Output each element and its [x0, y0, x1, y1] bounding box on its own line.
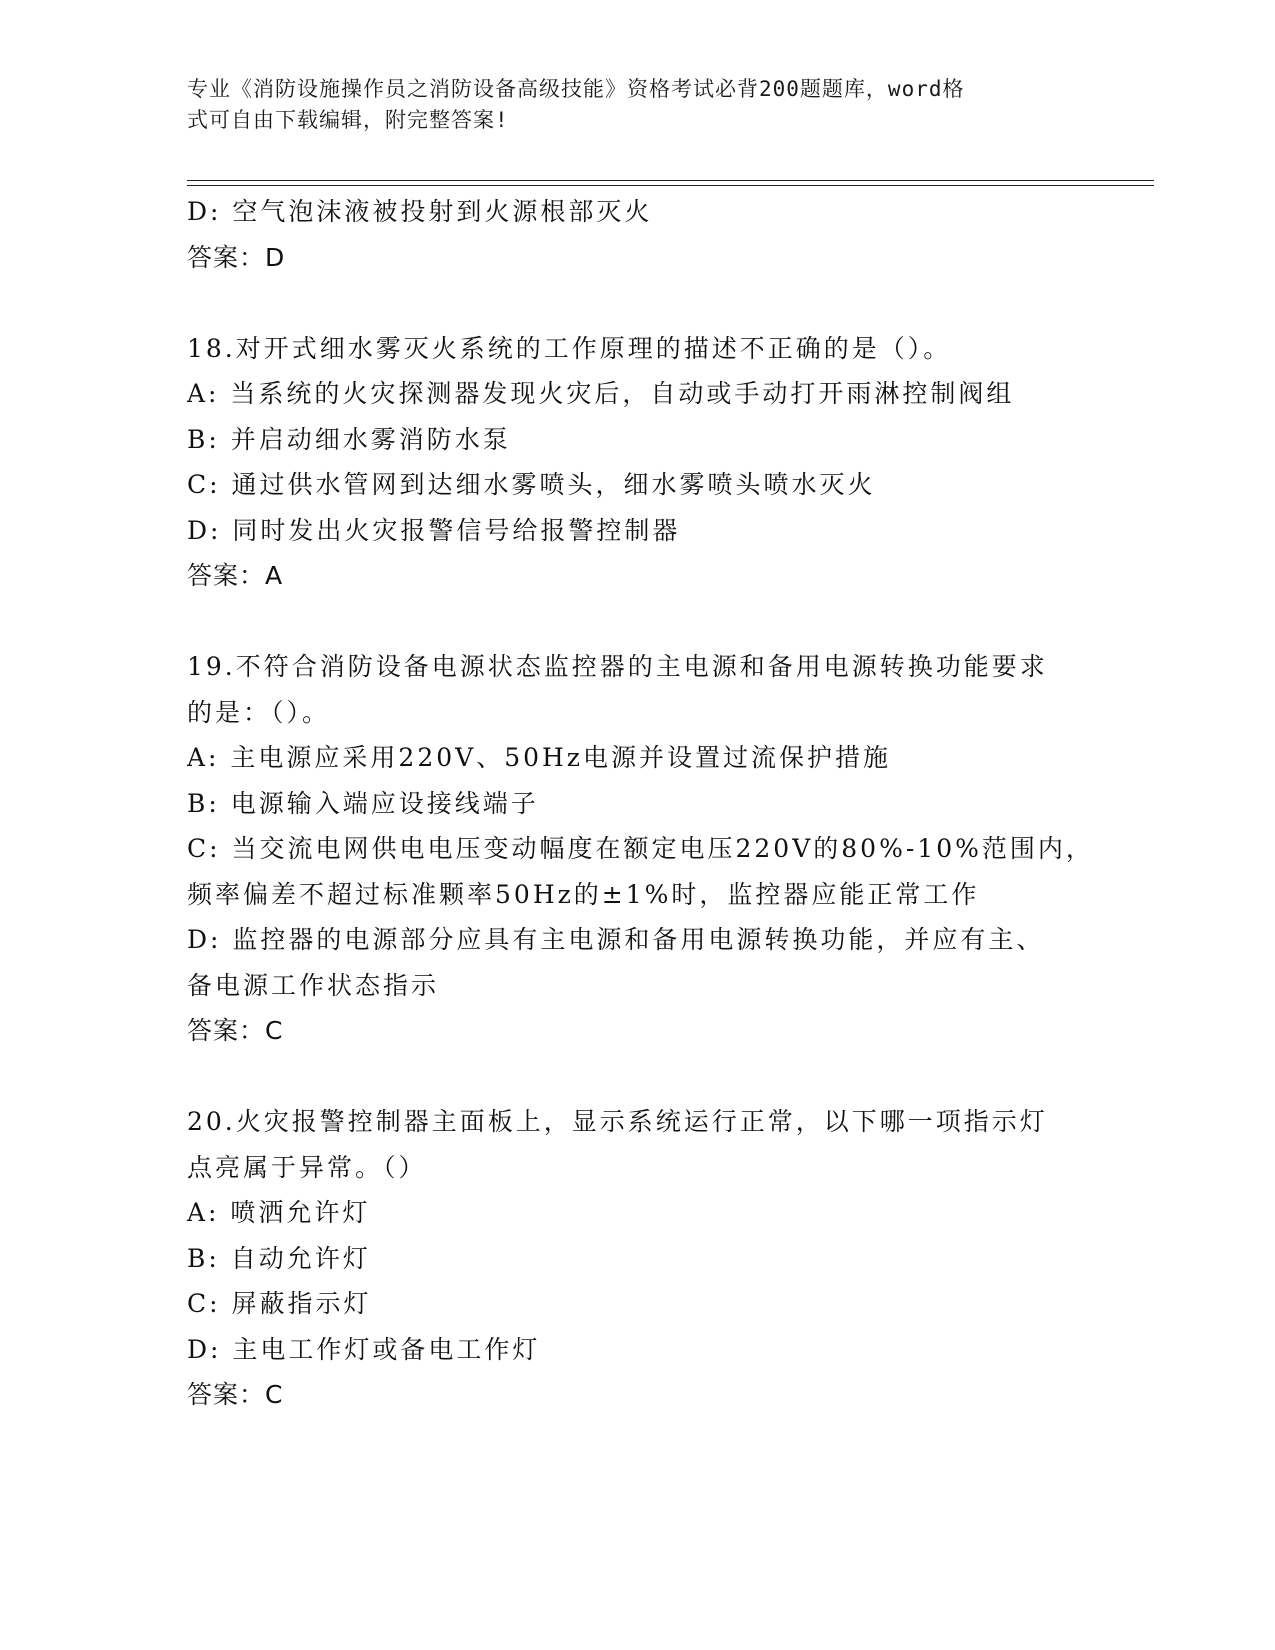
option-a: A: 主电源应采用220V、50Hz电源并设置过流保护措施 [187, 743, 891, 772]
question-stem: 19.不符合消防设备电源状态监控器的主电源和备用电源转换功能要求 [187, 652, 1048, 681]
option-c-cont: 频率偏差不超过标准颗率50Hz的±1%时，监控器应能正常工作 [187, 879, 980, 909]
answer: 答案：A [187, 561, 284, 590]
document-header [187, 74, 1067, 136]
header-line: 专业《消防设施操作员之消防设备高级技能》资格考试必背200题题库，word格 [187, 77, 965, 101]
option-c: C: 通过供水管网到达细水雾喷头，细水雾喷头喷水灭火 [187, 470, 876, 499]
header-divider [187, 185, 1154, 186]
answer: 答案：C [187, 1016, 284, 1045]
option-c: C: 当交流电网供电电压变动幅度在额定电压220V的80%-10%范围内， [187, 834, 1094, 863]
header-line: 式可自由下载编辑，附完整答案! [187, 108, 509, 132]
question-content [187, 189, 1094, 1418]
option-d: D: 空气泡沫液被投射到火源根部灭火 [187, 197, 653, 226]
option-a: A: 喷洒允许灯 [187, 1198, 371, 1227]
option-c: C: 屏蔽指示灯 [187, 1289, 372, 1318]
option-d: D: 主电工作灯或备电工作灯 [187, 1334, 541, 1364]
question-stem-cont: 点亮属于异常。（） [187, 1152, 427, 1182]
option-b: B: 电源输入端应设接线端子 [187, 788, 539, 818]
answer: 答案：C [187, 1380, 284, 1409]
option-b: B: 并启动细水雾消防水泵 [187, 424, 511, 454]
question-stem-cont: 的是：（）。 [187, 697, 331, 727]
answer: 答案：D [187, 242, 286, 272]
header-divider [187, 180, 1154, 181]
question-stem: 20.火灾报警控制器主面板上，显示系统运行正常，以下哪一项指示灯 [187, 1107, 1048, 1136]
option-d: D: 监控器的电源部分应具有主电源和备用电源转换功能，并应有主、 [187, 925, 1045, 954]
question-18 [187, 326, 1087, 599]
question-19 [187, 644, 1094, 1054]
option-d-cont: 备电源工作状态指示 [187, 970, 440, 1000]
option-d: D: 同时发出火灾报警信号给报警控制器 [187, 515, 681, 545]
option-a: A: 当系统的火灾探测器发现火灾后，自动或手动打开雨淋控制阀组 [187, 379, 1015, 408]
question-20 [187, 1099, 1087, 1418]
option-b: B: 自动允许灯 [187, 1243, 371, 1273]
question-stem: 18.对开式细水雾灭火系统的工作原理的描述不正确的是（）。 [187, 333, 952, 363]
